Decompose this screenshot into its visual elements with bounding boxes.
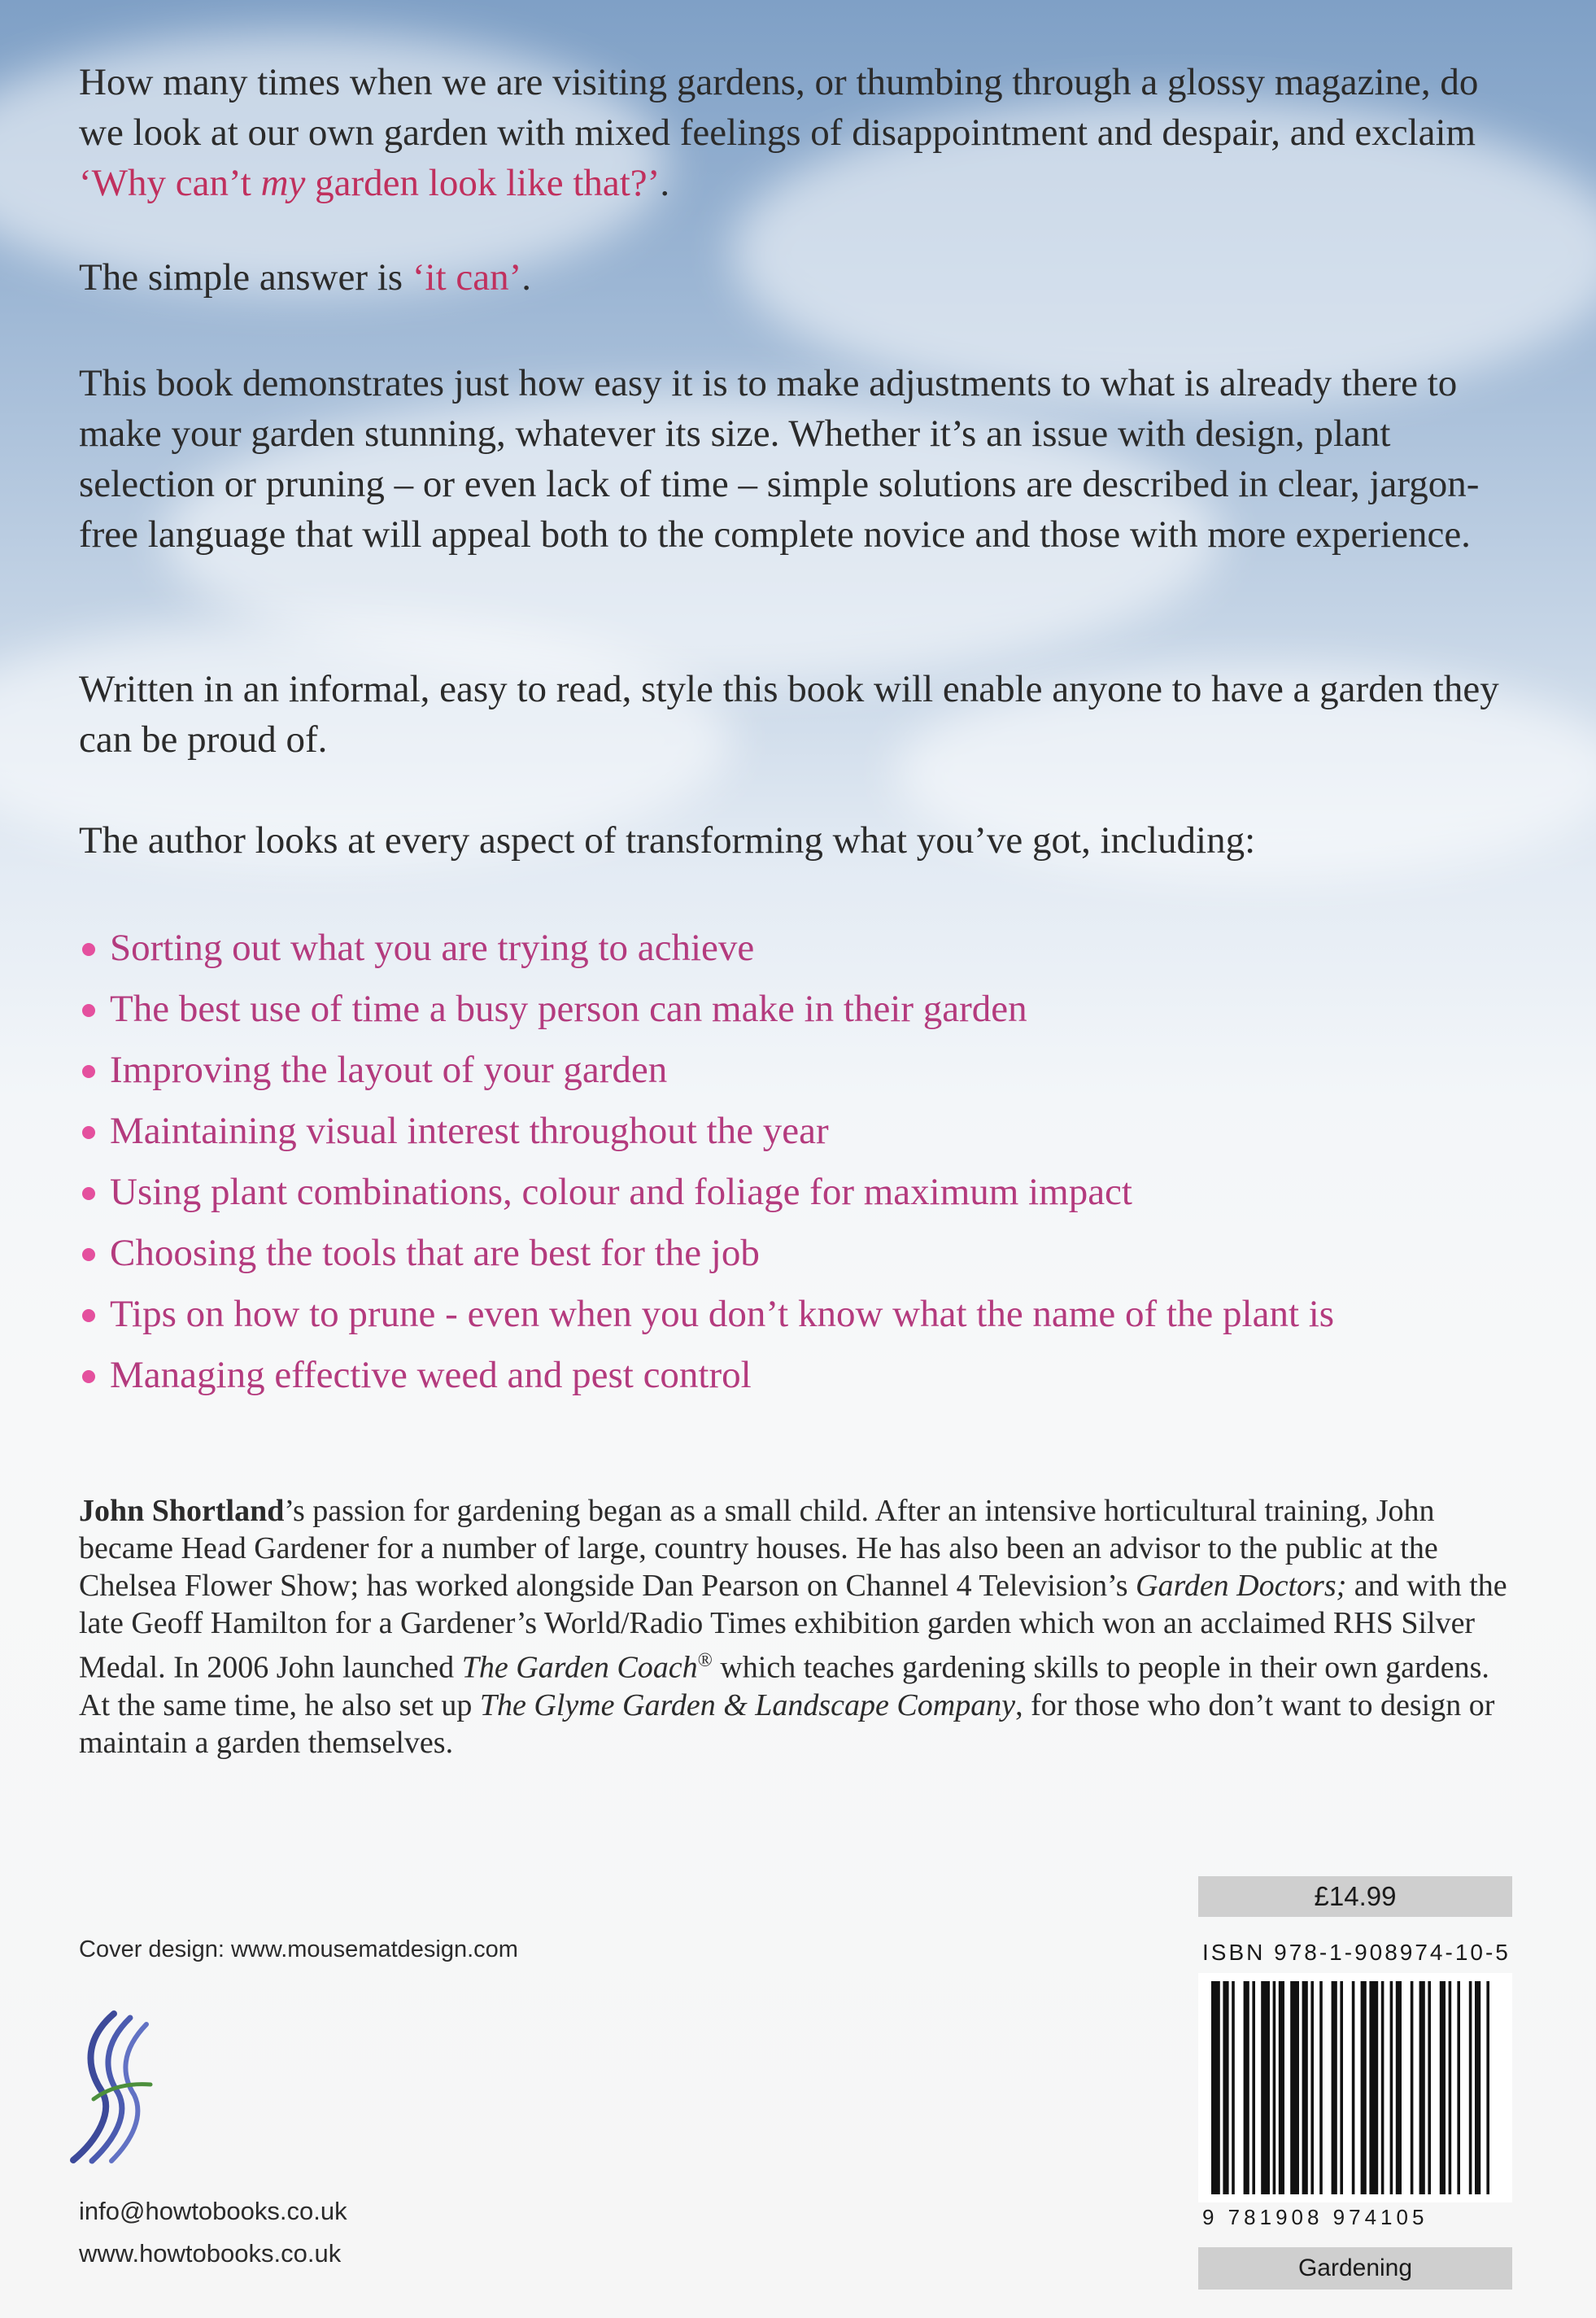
barcode-bar [1475,1981,1480,2194]
bullet-dot-icon [82,1248,95,1261]
contact-email: info@howtobooks.co.uk [79,2197,347,2225]
intro-paragraph-5: The author looks at every aspect of transforming what you’ve got, including: [79,819,1256,862]
barcode-digits: 9 781908 974105 [1202,2205,1428,2229]
barcode-bar [1319,1981,1323,2194]
barcode-bar [1361,1981,1367,2194]
barcode-bar [1411,1981,1414,2194]
barcode-bar [1279,1981,1284,2194]
bullet-dot-icon [82,1126,95,1139]
category-label: Gardening [1198,2247,1512,2290]
barcode-bar [1486,1981,1489,2194]
bullet-dot-icon [82,1065,95,1078]
list-item: The best use of time a busy person can make in their garden [79,979,1334,1040]
barcode-bar [1252,1981,1255,2194]
barcode-bar [1340,1981,1343,2194]
barcode-bar [1396,1981,1402,2194]
barcode-bar [1223,1981,1228,2194]
bullet-dot-icon [82,943,95,956]
intro-paragraph-1: How many times when we are visiting gardens, or thumbing through a glossy magazine, do we look at our own garden with mixed feelings of disappointment and despair, and exclaim ‘Why can’t my garden look like that?’. [79,61,1479,204]
barcode-bar [1211,1981,1220,2194]
isbn-number: ISBN 978-1-908974-10-5 [1202,1940,1511,1965]
price-label: £14.99 [1198,1876,1512,1917]
barcode-bar [1381,1981,1385,2194]
barcode-bar [1419,1981,1425,2194]
bullet-dot-icon [82,1370,95,1383]
barcode-bar [1449,1981,1452,2194]
author-name: John Shortland [79,1494,285,1528]
barcode-bar [1369,1981,1378,2194]
list-item: Managing effective weed and pest control [79,1345,1334,1406]
barcode-bar [1302,1981,1308,2194]
list-item: Sorting out what you are trying to achieve [79,918,1334,979]
barcode-bar [1428,1981,1431,2194]
barcode [1198,1973,1512,2202]
barcode-bar [1332,1981,1337,2194]
barcode-bar [1290,1981,1299,2194]
intro-quote: ‘Why can’t my garden look like that?’ [79,162,661,204]
list-item: Improving the layout of your garden [79,1040,1334,1101]
barcode-bar [1261,1981,1270,2194]
feature-list [79,918,1334,1406]
answer-quote: ‘it can’ [412,256,522,299]
barcode-bars-icon [1198,1973,1512,2202]
author-bio: John Shortland’s passion for gardening began as a small child. After an intensive horticultural training, John became Head Gardener for a number of large, country houses. He has also been an advisor to the public at the Chelsea Flower Show; has worked alongside Dan Pearson on Channel 4 Television’s Garden Doctors; and with the late Geoff Hamilton for a Gardener’s World/Radio Times exhibition garden which won an acclaimed RHS Silver Medal. In 2006 John launched The Garden Coach® which teaches gardening skills to people in their own gardens. At the same time, he also set up The Glyme Garden & Landscape Company, for those who don’t want to design or maintain a garden themselves. [79,1494,1507,1760]
publisher-logo-icon [69,2010,159,2164]
list-item: Choosing the tools that are best for the job [79,1223,1334,1284]
cover-design-credit: Cover design: www.mousematdesign.com [79,1936,518,1962]
bullet-dot-icon [82,1187,95,1200]
barcode-bar [1232,1981,1235,2194]
intro-paragraph-4: Written in an informal, easy to read, style this book will enable anyone to have a garden they can be proud of. [79,668,1499,761]
barcode-bar [1390,1981,1393,2194]
barcode-bar [1457,1981,1460,2194]
barcode-bar [1310,1981,1314,2194]
barcode-bar [1469,1981,1472,2194]
list-item: Using plant combinations, colour and foliage for maximum impact [79,1162,1334,1223]
barcode-bar [1244,1981,1249,2194]
list-item: Tips on how to prune - even when you don’t know what the name of the plant is [79,1284,1334,1345]
intro-paragraph-2: The simple answer is ‘it can’. [79,256,531,299]
bullet-dot-icon [82,1004,95,1017]
barcode-bar [1352,1981,1355,2194]
list-item: Maintaining visual interest throughout the year [79,1101,1334,1162]
barcode-bar [1273,1981,1276,2194]
bullet-dot-icon [82,1309,95,1322]
intro-paragraph-3: This book demonstrates just how easy it is to make adjustments to what is already there to make your garden stunning, whatever its size. Whether it’s an issue with design, plant selection or pruning – or even lack of time – simple solutions are described in clear, jargon-free language that will appeal both to the complete novice and those with more experience. [79,362,1480,556]
barcode-bar [1440,1981,1446,2194]
contact-website: www.howtobooks.co.uk [79,2239,342,2268]
